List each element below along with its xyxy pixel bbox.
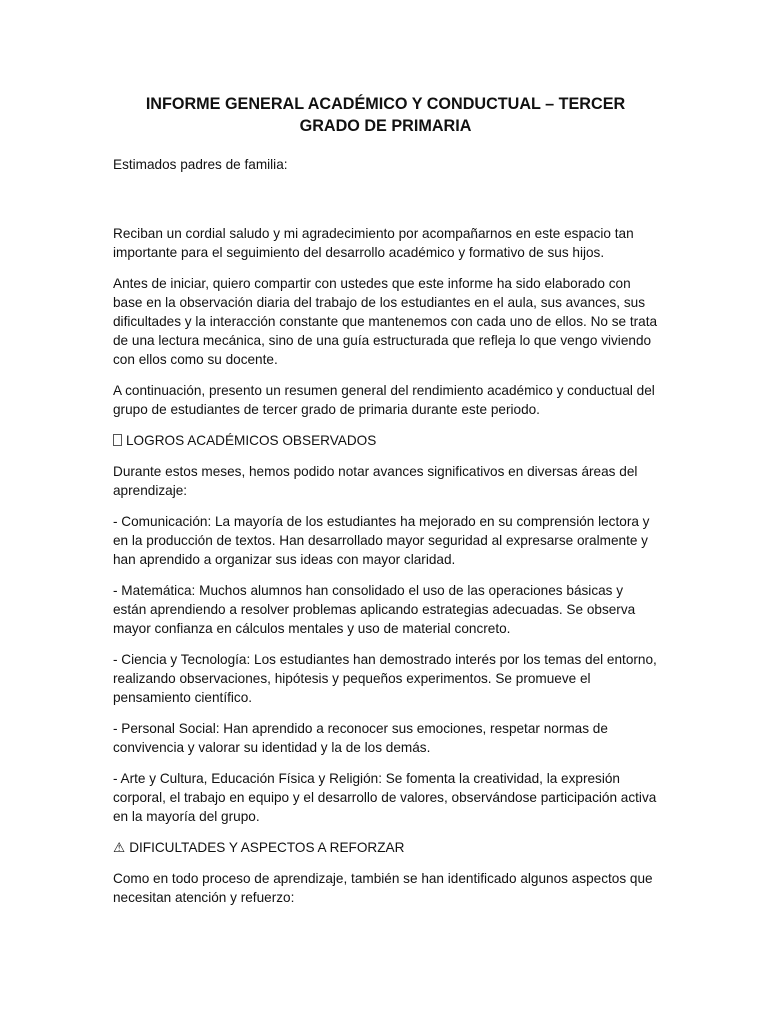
dificultades-intro: Como en todo proceso de aprendizaje, también se han identificado algunos aspectos que necesitan atención y refuerzo: xyxy=(113,871,653,905)
missing-glyph-box-icon xyxy=(113,434,122,446)
section-heading-dificultades-text: DIFICULTADES Y ASPECTOS A REFORZAR xyxy=(129,840,405,855)
greeting: Estimados padres de familia: xyxy=(113,157,288,172)
logros-intro: Durante estos meses, hemos podido notar avances significativos en diversas áreas del aprendizaje: xyxy=(113,464,638,498)
intro-paragraph-3: A continuación, presento un resumen general del rendimiento académico y conductual del grupo de estudiantes de tercer grado de primaria durante este periodo. xyxy=(113,383,655,417)
document-title: INFORME GENERAL ACADÉMICO Y CONDUCTUAL – TERCER GRADO DE PRIMARIA xyxy=(145,95,626,135)
intro-paragraph-1: Reciban un cordial saludo y mi agradecimiento por acompañarnos en este espacio tan importante para el seguimiento del desarrollo académico y formativo de sus hijos. xyxy=(113,226,634,260)
logros-item-matematica: - Matemática: Muchos alumnos han consolidado el uso de las operaciones básicas y están aprendiendo a resolver problemas aplicando estrategias adecuadas. Se observa mayor confianza en cálculos mentales y uso de material concreto. xyxy=(113,583,636,636)
logros-item-ciencia: - Ciencia y Tecnología: Los estudiantes han demostrado interés por los temas del entorno, realizando observaciones, hipótesis y pequeños experimentos. Se promueve el pensamiento científico. xyxy=(113,652,657,705)
section-heading-logros-text: LOGROS ACADÉMICOS OBSERVADOS xyxy=(126,433,377,448)
section-heading-logros xyxy=(113,431,658,450)
section-heading-dificultades xyxy=(113,838,658,857)
logros-item-arte-cultura: - Arte y Cultura, Educación Física y Religión: Se fomenta la creatividad, la expresión corporal, el trabajo en equipo y el desarrollo de valores, observándose participación activa en la mayoría del grupo. xyxy=(113,771,657,824)
logros-item-comunicacion: - Comunicación: La mayoría de los estudiantes ha mejorado en su comprensión lectora y en la producción de textos. Han desarrollado mayor seguridad al expresarse oralmente y han aprendido a organizar sus ideas con mayor claridad. xyxy=(113,514,650,567)
intro-paragraph-2: Antes de iniciar, quiero compartir con ustedes que este informe ha sido elaborado con base en la observación diaria del trabajo de los estudiantes en el aula, sus avances, sus dificultades y la interacción constante que mantenemos con cada uno de ellos. No se trata de una lectura mecánica, sino de una guía estructurada que refleja lo que vengo viviendo con ellos como su docente. xyxy=(113,276,658,367)
document-body xyxy=(113,93,658,919)
warning-icon: ⚠ xyxy=(113,840,126,855)
logros-item-personal-social: - Personal Social: Han aprendido a reconocer sus emociones, respetar normas de convivencia y valorar su identidad y la de los demás. xyxy=(113,721,608,755)
